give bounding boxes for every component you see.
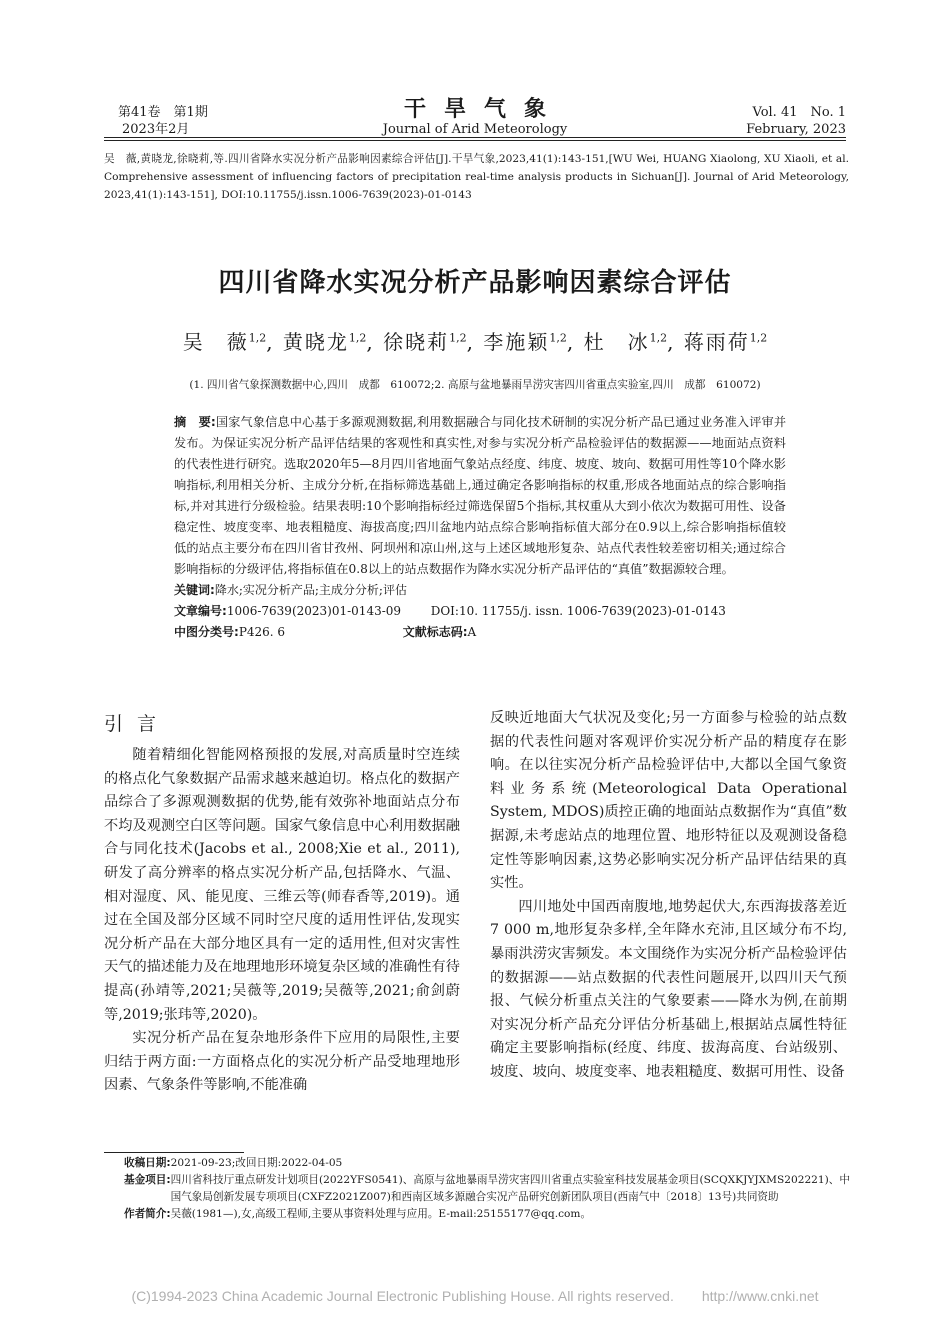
footnote-rule xyxy=(104,1152,244,1153)
volume-issue-en: Vol. 41 No. 1 xyxy=(752,105,846,120)
article-number-line: 文章编号:1006-7639(2023)01-0143-09 DOI:10. 11755/j. issn. 1006-7639(2023)-01-0143 xyxy=(174,604,726,618)
author: 杜 冰$^{1,2}$ xyxy=(583,330,668,354)
abstract-block xyxy=(174,412,786,643)
author: 李施颖$^{1,2}$ xyxy=(483,330,567,354)
journal-header xyxy=(330,96,620,138)
copyright-watermark: (C)1994-2023 China Academic Journal Electronic Publishing House. All rights reserved. http://www.cnki.net xyxy=(131,1288,819,1304)
footnotes xyxy=(124,1155,850,1223)
affiliation: (1. 四川省气象探测数据中心,四川 成都 610072;2. 高原与盆地暴雨旱涝灾害四川省重点实验室,四川 成都 610072) xyxy=(189,379,761,391)
body-column-right xyxy=(490,707,847,1085)
running-header-left xyxy=(118,104,208,138)
body-column-left xyxy=(104,744,460,1098)
author: 吴 薇$^{1,2}$ xyxy=(182,330,267,354)
author: 蒋雨荷$^{1,2}$ xyxy=(683,330,768,354)
keywords: 关键词:降水;实况分析产品;主成分分析;评估 xyxy=(174,583,407,597)
funding: 基金项目: 四川省科技厅重点研发计划项目(2022YFS0541)、高原与盆地暴雨旱涝灾害四川省重点实验室科技发展基金项目(SCQXKJYJXMS202221)、中国气象局创新发展专项项目(CXFZ2021Z007)和西南区域多源融合实况产品研究创新团队项目(西南气中〔2018〕13号)共同资助 xyxy=(124,1174,850,1203)
paper-title: 四川省降水实况分析产品影响因素综合评估 xyxy=(218,268,732,298)
paragraph: 随着精细化智能网格预报的发展,对高质量时空连续的格点化气象数据产品需求越来越迫切。格点化的数据产品综合了多源观测数据的优势,能有效弥补地面站点分布不均及观测空白区等问题。国家气象信息中心利用数据融合与同化技术(Jacobs et al., 2008;Xie et al., 2011),研发了高分辨率的格点实况分析产品,包括降水、气温、相对湿度、风、能见度、三维云等(师春香等,2019)。通过在全国及部分区域不同时空尺度的适用性评估,发现实况分析产品在大部分地区具有一定的适用性,但对灾害性天气的描述能力及在地理地形环境复杂区域的准确性有待提高(孙靖等,2021;吴薇等,2019;吴薇等,2021;俞剑蔚等,2019;张玮等,2020)。 xyxy=(104,747,460,1023)
paragraph: 实况分析产品在复杂地形条件下应用的局限性,主要归结于两方面:一方面格点化的实况分析产品受地理地形因素、气象条件等影响,不能准确 xyxy=(104,1030,460,1094)
abstract-text: 国家气象信息中心基于多源观测数据,利用数据融合与同化技术研制的实况分析产品已通过业务准入评审并发布。为保证实况分析产品评估结果的客观性和真实性,对参与实况分析产品检验评估的数据源——地面站点资料的代表性进行研究。选取2020年5—8月四川省地面气象站点经度、纬度、坡度、坡向、数据可用性等10个降水影响指标,利用相关分析、主成分分析,在指标筛选基础上,通过确定各影响指标的权重,形成各地面站点的综合影响指标,并对其进行分级检验。结果表明:10个影响指标经过筛选保留5个指标,其权重从大到小依次为数据可用性、设备稳定性、坡度变率、地表粗糙度、海拔高度;四川盆地内站点综合影响指标值大部分在0.9以上,综合影响指标值较低的站点主要分布在四川省甘孜州、阿坝州和凉山州,这与上述区域地形复杂、站点代表性较差密切相关;通过综合影响指标的分级评估,将指标值在0.8以上的站点数据作为降水实况分析产品评估的“真值”数据源较合理。 xyxy=(174,415,787,576)
header-rule xyxy=(104,137,846,138)
author-bio: 作者简介: 吴薇(1981—),女,高级工程师,主要从事资料处理与应用。E-mail:25155177@qq.com。 xyxy=(124,1208,592,1220)
section-heading-introduction: 引言 xyxy=(104,713,171,735)
journal-name-en: Journal of Arid Meteorology xyxy=(382,122,568,137)
header-rule-thin xyxy=(104,140,846,141)
paragraph: 反映近地面大气状况及变化;另一方面参与检验的站点数据的代表性问题对客观评价实况分析产品的精度存在影响。在以往实况分析产品检验评估中,大都以全国气象资料业务系统(Meteorological Data Operational System, MDOS)质控正确的地面站点数据作为“真值”数据源,未考虑站点的地理位置、地形特征以及观测设备稳定性等影响因素,这势必影响实况分析产品评估结果的真实性。 xyxy=(490,710,847,892)
abstract xyxy=(174,412,786,580)
classification-line: 中图分类号:P426. 6 文献标志码:A xyxy=(174,625,477,639)
volume-issue-cn: 第41卷 第1期 xyxy=(118,105,208,120)
abstract-label: 摘 要: xyxy=(174,415,216,429)
journal-name-cn: 干旱气象 xyxy=(403,96,564,122)
citation: 吴 薇,黄晓龙,徐晓莉,等.四川省降水实况分析产品影响因素综合评估[J].干旱气象,2023,41(1):143-151,[WU Wei, HUANG Xiaolong, XU Xiaoli, et al. Comprehensive assessment of influencing factors of precipitation real-time analysis products in Sichuan[J]. Journal of Arid Meteorology, 2023,41(1):143-151], DOI:10.11755/j.issn.1006-7639(2023)-01-0143 xyxy=(104,153,849,201)
date-en: February, 2023 xyxy=(746,122,846,137)
author-list: 吴 薇$^{1,2}$, 黄晓龙$^{1,2}$, 徐晓莉$^{1,2}$, 李施颖$^{1,2}$, 杜 冰$^{1,2}$, 蒋雨荷$^{1,2}$ xyxy=(182,330,768,354)
author: 黄晓龙$^{1,2}$ xyxy=(282,330,367,354)
paragraph: 四川地处中国西南腹地,地势起伏大,东西海拔落差近7 000 m,地形复杂多样,全年降水充沛,且区域分布不均,暴雨洪涝灾害频发。本文围绕作为实况分析产品检验评估的数据源——站点数据的代表性问题展开,以四川天气预报、气候分析重点关注的气象要素——降水为例,在前期对实况分析产品充分评估分析基础上,根据站点属性特征确定主要影响指标(经度、纬度、拔海高度、台站级别、坡度、坡向、坡度变率、地表粗糙度、数据可用性、设备 xyxy=(490,898,847,1080)
author: 徐晓莉$^{1,2}$ xyxy=(383,330,467,354)
date-cn: 2023年2月 xyxy=(122,122,190,137)
running-header-right xyxy=(746,104,846,138)
received-date: 收稿日期: 2021-09-23;改回日期:2022-04-05 xyxy=(124,1157,343,1169)
